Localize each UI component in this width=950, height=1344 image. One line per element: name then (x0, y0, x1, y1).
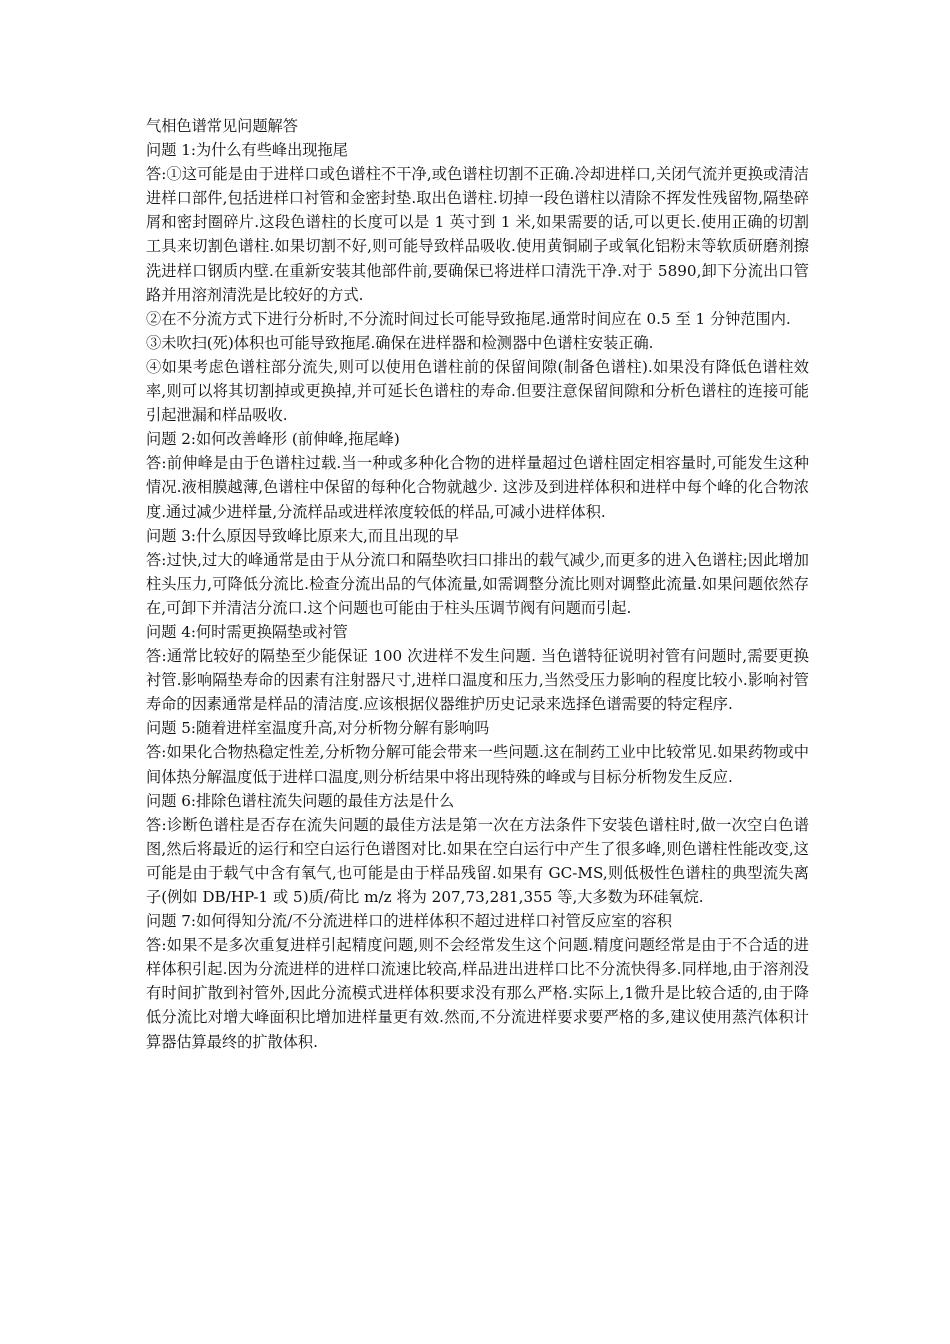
document-body (146, 114, 809, 1054)
question-4-heading: 问题 4:何时需更换隔垫或衬管 (146, 622, 348, 641)
answer-2: 答:前伸峰是由于色谱柱过载.当一种或多种化合物的进样量超过色谱柱固定相容量时,可能发生这种情况.液相膜越薄,色谱柱中保留的每种化合物就越少. 这涉及到进样体积和进样中每个峰的化合物浓度.通过减少进样量,分流样品或进样浓度较低的样品,可减小进样体积. (146, 454, 809, 521)
answer-4: 答:通常比较好的隔垫至少能保证 100 次进样不发生问题. 当色谱特征说明衬管有问题时,需要更换衬管.影响隔垫寿命的因素有注射器尺寸,进样口温度和压力,当然受压力影响的程度比较小.影响衬管寿命的因素通常是样品的清洁度.应该根据仪器维护历史记录来选择色谱需要的特定程序. (146, 647, 809, 714)
answer-1-part-4: ④如果考虑色谱柱部分流失,则可以使用色谱柱前的保留间隙(制备色谱柱).如果没有降低色谱柱效率,则可以将其切割掉或更换掉,并可延长色谱柱的寿命.但要注意保留间隙和分析色谱柱的连接可能引起泄漏和样品吸收. (146, 357, 809, 425)
question-7-heading: 问题 7:如何得知分流/不分流进样口的进样体积不超过进样口衬管反应室的容积 (146, 912, 672, 931)
question-1-heading: 问题 1:为什么有些峰出现拖尾 (146, 141, 348, 160)
question-3-heading: 问题 3:什么原因导致峰比原来大,而且出现的早 (146, 526, 459, 545)
document-title: 气相色谱常见问题解答 (146, 117, 298, 135)
question-5-heading: 问题 5:随着进样室温度升高,对分析物分解有影响吗 (146, 719, 490, 738)
answer-1-part-1: 答:①这可能是由于进样口或色谱柱不干净,或色谱柱切割不正确.冷却进样口,关闭气流并更换或清洁进样口部件,包括进样口衬管和金密封垫.取出色谱柱.切掉一段色谱柱以清除不挥发性残留物,隔垫碎屑和密封圈碎片.这段色谱柱的长度可以是 1 英寸到 1 米,如果需要的话,可以更长.使用正确的切割工具来切割色谱柱.如果切割不好,则可能导致样品吸收.使用黄铜刷子或氧化铝粉末等软质研磨剂擦洗进样口钢质内壁.在重新安装其他部件前,要确保已将进样口清洗干净.对于 5890,卸下分流出口管路并用溶剂清洗是比较好的方式. (146, 165, 809, 304)
question-2-heading: 问题 2:如何改善峰形 (前伸峰,拖尾峰) (146, 430, 400, 449)
answer-6: 答:诊断色谱柱是否存在流失问题的最佳方法是第一次在方法条件下安装色谱柱时,做一次空白色谱图,然后将最近的运行和空白运行色谱图对比.如果在空白运行中产生了很多峰,则色谱柱性能改变,这可能是由于载气中含有氧气,也可能是由于样品残留.如果有 GC-MS,则低极性色谱柱的典型流失离子(例如 DB/HP-1 或 5)质/荷比 m/z 将为 207,73,281,355 等,大多数为环硅氧烷. (146, 815, 809, 906)
question-6-heading: 问题 6:排除色谱柱流失问题的最佳方法是什么 (146, 791, 455, 810)
answer-1-part-3: ③未吹扫(死)体积也可能导致拖尾.确保在进样器和检测器中色谱柱安装正确. (146, 333, 654, 352)
answer-3: 答:过快,过大的峰通常是由于从分流口和隔垫吹扫口排出的载气减少,而更多的进入色谱柱;因此增加柱头压力,可降低分流比.检查分流出品的气体流量,如需调整分流比则对调整此流量.如果问题依然存在,可卸下并清洁分流口.这个问题也可能由于柱头压调节阀有问题而引起. (146, 550, 809, 617)
answer-5: 答:如果化合物热稳定性差,分析物分解可能会带来一些问题.这在制药工业中比较常见.如果药物或中间体热分解温度低于进样口温度,则分析结果中将出现特殊的峰或与目标分析物发生反应. (146, 743, 809, 786)
answer-1-part-2: ②在不分流方式下进行分析时,不分流时间过长可能导致拖尾.通常时间应在 0.5 至 1 分钟范围内. (146, 309, 791, 328)
answer-7: 答:如果不是多次重复进样引起精度问题,则不会经常发生这个问题.精度问题经常是由于不合适的进样体积引起.因为分流进样的进样口流速比较高,样品进出进样口比不分流快得多.同样地,由于溶剂没有时间扩散到衬管外,因此分流模式进样体积要求没有那么严格.实际上,1微升是比较合适的,由于降低分流比对增大峰面积比增加进样量更有效.然而,不分流进样要求要严格的多,建议使用蒸汽体积计算器估算最终的扩散体积. (146, 936, 809, 1051)
